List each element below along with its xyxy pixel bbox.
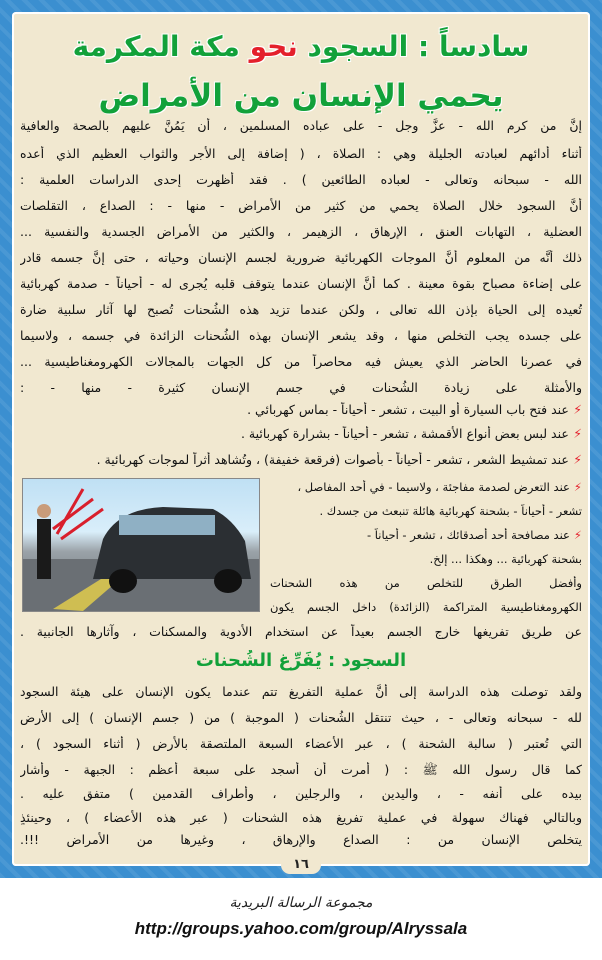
body-line-7: على إضاءة مصباح بقوة معينة . كما أنَّ الإنسان عندما يتوقف قلبه يُجرى له - أحياناً - صدمة كهربائية [20,276,582,291]
example-4b: تشعر - أحياناً - بشحنة كهربائية هائلة تنبعث من جسدك . [319,504,582,518]
section2-line-5: بيده على أنفه - ، واليدين ، والرجلين ، وأطراف القدمين ) متفق عليه . [20,786,582,801]
page-number: ١٦ [281,856,321,874]
example-5: ⚡ عند مصافحة أحد أصدقائك ، تشعر - أحياناً - [366,528,582,542]
body-line-2: أثناء أدائهم لعبادته الجليلة وهي : الصلاة ، ( إضافة إلى الأجر والثواب العظيم الذي أعده [20,146,582,161]
section2-line-7: يتخلص الإنسان من : الصداع والإرهاق ، وغيرها من الأمراض !!!. [20,832,582,847]
title-part1: سادساً : السجود [297,30,530,63]
closing-line-2: الكهرومغناطيسية المتراكمة (الزائدة) داخل الجسم يكون [270,600,582,614]
bullet-icon: ⚡ [568,426,582,441]
title-part2: نحو [249,30,298,63]
title-part3: مكة المكرمة [72,30,250,63]
body-line-9: على جسده يجب التخلص منها ، وقد يشعر الإنسان بهذه الشُحنات الزائدة في جسمه ، ولاسيما [20,328,582,343]
example-3: ⚡ عند تمشيط الشعر ، تشعر - أحياناً - بأصوات (فرقعة خفيفة) ، وتُشاهد أثراً لموجات كهربائية . [96,452,582,467]
body-line-3: الله - سبحانه وتعالى - لعباده الطائعين ) . فقد أظهرت إحدى الدراسات العلمية : [20,172,582,187]
example-4: ⚡ عند التعرض لصدمة مفاجئة ، ولاسيما - في أحد المفاصل ، [297,480,582,494]
closing-line-1: وأفضل الطرق للتخلص من هذه الشحنات [270,576,582,590]
page-title-line2: يحمي الإنسان من الأمراض [98,78,504,114]
body-line-11: والأمثلة على زيادة الشُحنات في جسم الإنسان كثيرة - منها - : [20,380,582,395]
example-5b: بشحنة كهربائية ... وهكذا ... إلخ. [429,552,582,566]
example-1: ⚡ عند فتح باب السيارة أو البيت ، تشعر - أحياناً - بماس كهربائي . [247,402,582,417]
bullet-icon: ⚡ [568,402,582,417]
footer-group-name: مجموعة الرسالة البريدية [229,895,373,911]
page-title-line1 [0,30,602,63]
section2-line-3: التي تُعتبر ( سالبة الشحنة ) ، عبر الأعضاء السبعة الملتصقة بالأرض ( أثناء السجود ) ، [20,736,582,751]
section2-line-4: كما قال رسول الله ﷺ : ( أُمرت أن أسجد على سبعة أعظم : الجبهة - وأشار [20,762,582,777]
bullet-icon: ⚡ [569,480,582,494]
closing-line-3: عن طريق تفريغها خارج الجسم بعيداً عن استخدام الأدوية والمسكنات ، وآثارها الجانبية . [20,624,582,639]
body-line-10: في عصرنا الحاضر الذي يعيش فيه محاصراً من كل الجهات بالمجالات الكهرومغناطيسية ... [20,354,582,369]
bullet-icon: ⚡ [569,528,582,542]
body-line-5: العضلية ، التهابات العنق ، الإرهاق ، الزهيمر ، والكثير من الأمراض الجسدية والنفسية ... [20,224,582,239]
section2-line-6: وبالتالي فهناك سهولة في عملية تفريغ هذه الشحنات ( عبر هذه الأعضاء ) ، وحينئذٍ [20,810,582,825]
section2-line-2: لله - سبحانه وتعالى - ، حيث تنتقل الشُحنات ( الموجبة ) من ( جسم الإنسان ) إلى الأرض [20,710,582,725]
footer-url[interactable]: http://groups.yahoo.com/group/Alryssala [134,919,468,938]
body-line-6: ذلك أنَّه من المعلوم أنَّ الموجات الكهربائية ضرورية لجسم الإنسان وحياته ، حتى إنَّ جسمه قادر [20,250,582,265]
bullet-icon: ⚡ [568,452,582,467]
example-2: ⚡ عند لبس بعض أنواع الأقمشة ، تشعر - أحياناً - بشرارة كهربائية . [240,426,582,441]
body-line-8: تُعيده إلى الحياة بإذن الله تعالى ، ولكن عندما تزيد هذه الشُحنات تُصبح لها آثار سلبية ضارة [20,302,582,317]
car-illustration [23,479,259,611]
body-line-1: إنَّ من كرم الله - عزَّ وجل - على عباده المسلمين ، أن يَمُنَّ عليهم بالصحة والعافية [20,118,582,133]
body-line-4: أنَّ السجود خلال الصلاة يحمي من كثير من الأمراض - منها - : الصداع ، التقلصات [20,198,582,213]
car-photo [22,478,260,612]
section2-line-1: ولقد توصلت هذه الدراسة إلى أنَّ عملية التفريغ تتم عندما يكون الإنسان على هيئة السجود [20,684,582,699]
section-subtitle: السجود : يُفَرِّغ الشُحنات [195,650,407,671]
